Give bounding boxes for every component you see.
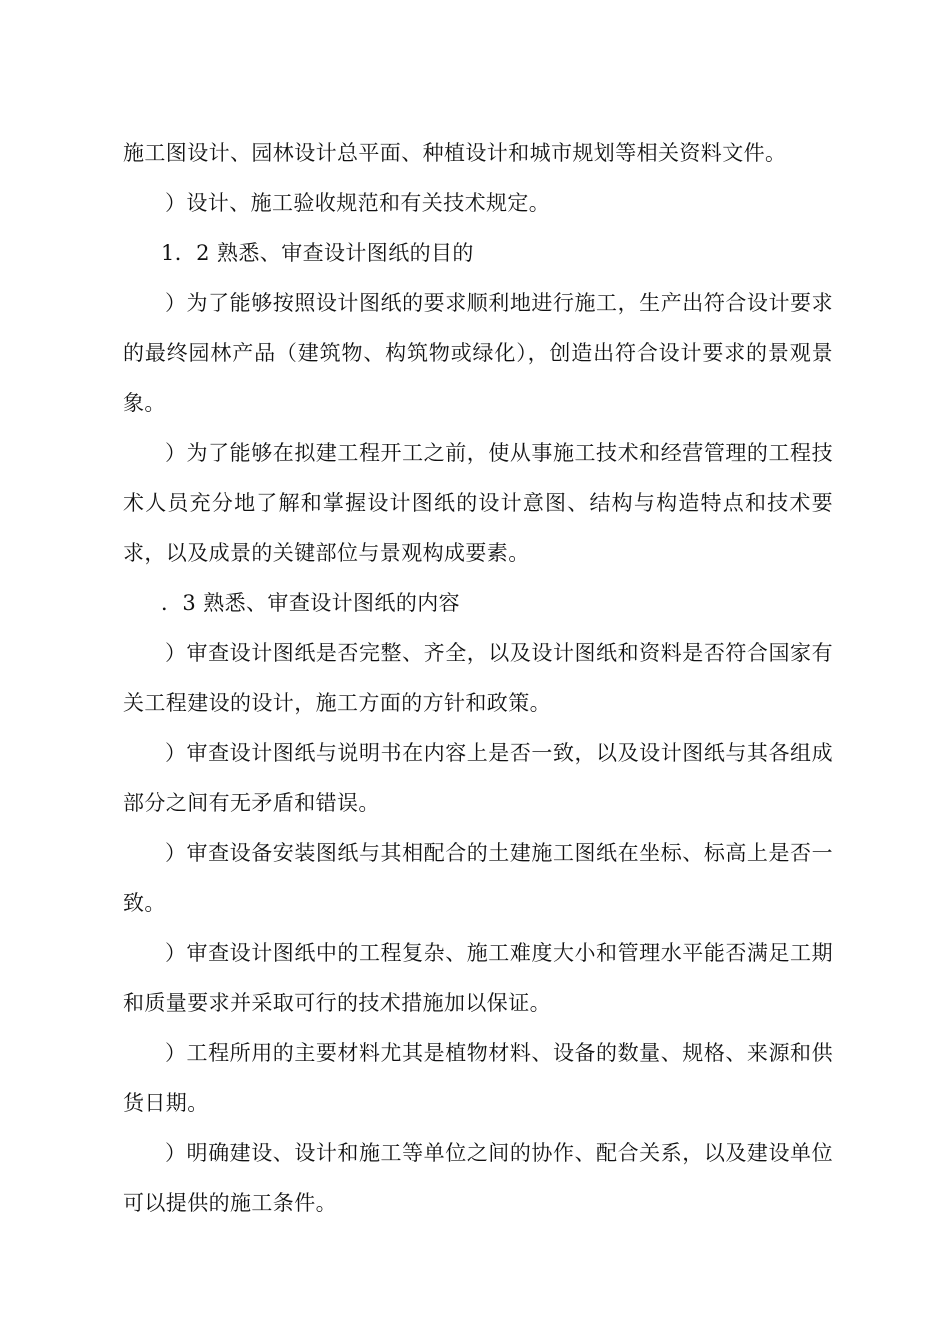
paragraph-2: ）设计、施工验收规范和有关技术规定。 — [165, 191, 551, 215]
document-body — [123, 128, 833, 1228]
paragraph-11: ）工程所用的主要材料尤其是植物材料、设备的数量、规格、来源和供货日期。 — [123, 1041, 833, 1115]
paragraph-12: ）明确建设、设计和施工等单位之间的协作、配合关系，以及建设单位可以提供的施工条件。 — [123, 1141, 833, 1215]
section-heading-1-2: 1．2 熟悉、审查设计图纸的目的 — [161, 241, 474, 265]
paragraph-1: 施工图设计、园林设计总平面、种植设计和城市规划等相关资料文件。 — [123, 141, 787, 165]
paragraph-9: ）审查设备安装图纸与其相配合的土建施工图纸在坐标、标高上是否一致。 — [123, 841, 833, 915]
paragraph-8: ）审查设计图纸与说明书在内容上是否一致，以及设计图纸与其各组成部分之间有无矛盾和错误。 — [123, 741, 833, 815]
paragraph-4: ）为了能够按照设计图纸的要求顺利地进行施工，生产出符合设计要求的最终园林产品（建筑物、构筑物或绿化），创造出符合设计要求的景观景象。 — [123, 291, 833, 415]
section-heading-3: ．3 熟悉、审查设计图纸的内容 — [161, 591, 461, 615]
paragraph-10: ）审查设计图纸中的工程复杂、施工难度大小和管理水平能否满足工期和质量要求并采取可行的技术措施加以保证。 — [123, 941, 833, 1015]
paragraph-5: ）为了能够在拟建工程开工之前，使从事施工技术和经营管理的工程技术人员充分地了解和掌握设计图纸的设计意图、结构与构造特点和技术要求，以及成景的关键部位与景观构成要素。 — [123, 441, 833, 565]
paragraph-7: ）审查设计图纸是否完整、齐全，以及设计图纸和资料是否符合国家有关工程建设的设计，施工方面的方针和政策。 — [123, 641, 833, 715]
